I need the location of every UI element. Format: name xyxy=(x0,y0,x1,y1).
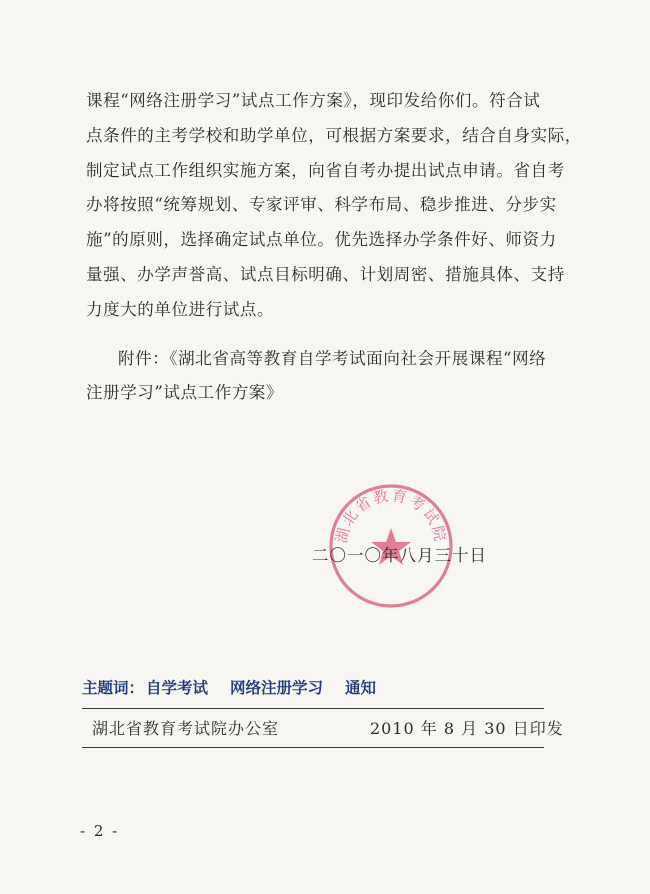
body-line: 办将按照“统筹规划、专家评审、科学布局、稳步推进、分步实 xyxy=(86,195,557,215)
body-line: 量强、办学声誉高、试点目标明确、计划周密、措施具体、支持 xyxy=(86,264,565,284)
body-line: 点条件的主考学校和助学单位，可根据方案要求，结合自身实际， xyxy=(86,125,582,145)
subject-label: 主题词： xyxy=(82,678,145,697)
attachment-note xyxy=(86,342,562,410)
signing-date: 二〇一〇年八月三十日 xyxy=(312,546,487,565)
issuing-office: 湖北省教育考试院办公室 xyxy=(92,719,280,738)
subject-term: 通知 xyxy=(345,678,377,697)
body-line: 力度大的单位进行试点。 xyxy=(86,299,275,319)
page-number: - 2 - xyxy=(80,822,120,840)
divider-top xyxy=(82,708,544,709)
body-paragraph xyxy=(86,84,582,328)
attachment-line: 注册学习”试点工作方案》 xyxy=(86,383,284,402)
attachment-line: 附件：《湖北省高等教育自学考试面向社会开展课程“网络 xyxy=(118,349,547,368)
subject-terms xyxy=(82,676,398,698)
body-line: 施”的原则，选择确定试点单位。优先选择办学条件好、师资力 xyxy=(86,230,557,250)
divider-bottom xyxy=(82,747,544,748)
seal-text: 湖北省教育考试院 xyxy=(332,486,450,545)
subject-term: 网络注册学习 xyxy=(230,678,324,697)
body-line: 课程“网络注册学习”试点工作方案》，现印发给你们。符合试 xyxy=(86,91,541,110)
issue-date: 2010 年 8 月 30 日印发 xyxy=(370,719,564,738)
subject-term: 自学考试 xyxy=(146,678,209,697)
body-line: 制定试点工作组织实施方案，向省自考办提出试点申请。省自考 xyxy=(86,160,565,180)
